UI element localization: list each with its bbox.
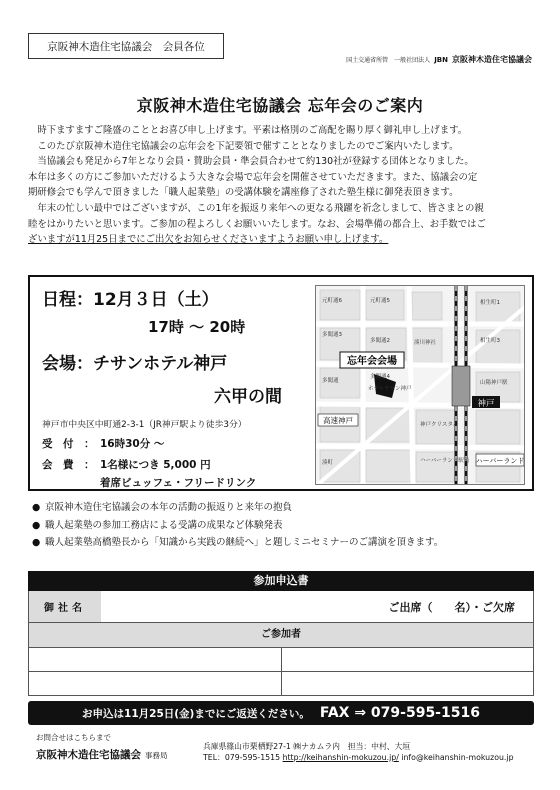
event-date: 日程：12月３日（土）	[42, 290, 219, 310]
event-info-box	[28, 275, 534, 491]
map-label: 湊川神社	[414, 340, 437, 346]
map-label: ハーバーランド駅前	[420, 458, 470, 464]
company-row	[28, 591, 534, 623]
footer-org	[36, 747, 168, 762]
venue-map	[315, 285, 525, 485]
event-time: 17時 ～ 20時	[148, 318, 246, 336]
page-title: 京阪神木造住宅協議会 忘年会のご案内	[136, 96, 424, 115]
participants-label: ご参加者	[28, 623, 534, 648]
intro-deadline-line: ざいますが11月25日までにご出欠をお知らせくださいますようお願い申し上げます。	[28, 234, 389, 246]
event-venue: 会場：チサンホテル神戸	[42, 354, 228, 374]
map-label: 山陽神戸駅	[480, 380, 508, 386]
footer-contact	[36, 732, 168, 762]
intro-line: 年末の忙しい最中ではございますが、この1年を振返り来年への更なる飛躍を祈念しまして、皆さまとの親	[28, 202, 484, 214]
application-form-header: 参加申込書	[28, 571, 534, 591]
map-graphic	[316, 286, 525, 485]
intro-line: 時下ますますご隆盛のこととお喜び申し上げます。平素は格別のご高配を賜り厚く御礼申し上げます。	[28, 125, 468, 136]
map-label: 神戸クリスタル	[420, 422, 459, 428]
fee-detail: 着席ビュッフェ・フリードリンク	[100, 477, 257, 489]
attendance-field[interactable]: ご出席（ 名）・ご欠席	[388, 600, 515, 614]
footer-contact-line	[203, 752, 537, 763]
list-item: ● 職人起業塾高橋塾長から「知識から実践の継続へ」と題しミニセミナーのご講演を頂きます。	[32, 534, 538, 552]
map-label: 多聞通4	[370, 374, 390, 380]
map-label: 多聞通3	[322, 332, 342, 338]
company-label: 御社名	[29, 591, 101, 622]
footer-office: 事務局	[145, 751, 168, 760]
recipient-box: 京阪神木造住宅協議会 会員各位	[28, 33, 224, 59]
participants-grid[interactable]	[28, 648, 534, 696]
map-label: ハーバーランド	[475, 457, 525, 465]
header-org-name: 京阪神木造住宅協議会	[452, 55, 532, 64]
footer-org-name: 京阪神木造住宅協議会	[36, 749, 141, 761]
map-label: 多聞通	[322, 378, 339, 384]
footer-address: 兵庫県篠山市栗栖野27-1 ㈱ナカムラ内 担当：中村、大垣	[203, 742, 411, 751]
fax-number: FAX ⇒ 079-595-1516	[319, 705, 480, 721]
fee-label: 会 費 ：	[42, 459, 95, 471]
reception-label: 受 付 ：	[42, 438, 95, 450]
deadline-text: お申込は11月25日(金)までにご返送ください。	[82, 707, 310, 720]
list-item: ● 職人起業塾の参加工務店による受講の成果など体験発表	[32, 517, 538, 535]
grid-divider	[29, 671, 533, 672]
intro-line: このたび京阪神木造住宅協議会の忘年会を下記要領で催すこととなりましたのでご案内いたします。	[28, 140, 459, 152]
list-item: ● 京阪神木造住宅協議会の本年の活動の振返りと来年の抱負	[32, 499, 538, 517]
intro-line: 睦をはかりたいと思います。ご参加の程よろしくお願いいたします。なお、会場準備の都合上、お手数ではご	[28, 218, 486, 230]
map-label: ホテルチサン神戸	[368, 386, 412, 392]
registration-text: 国土交通省所管 一般社団法人	[346, 57, 431, 64]
map-venue-label: 忘年会会場	[347, 356, 397, 367]
fee-value: 1名様につき 5,000 円	[100, 459, 211, 471]
venue-address: 神戸市中央区中町通2-3-1（JR神戸駅より徒歩3分）	[42, 420, 247, 430]
map-label: 元町通6	[322, 298, 342, 304]
fee-row	[42, 457, 302, 472]
event-venue-room: 六甲の間	[214, 387, 282, 407]
event-details	[42, 285, 302, 490]
intro-text	[28, 123, 534, 248]
program-list	[32, 499, 538, 552]
footer-address-block	[203, 741, 537, 763]
map-label: 多聞通2	[370, 338, 390, 344]
map-label: 湊町	[322, 460, 334, 466]
map-label: 相生町3	[480, 338, 500, 344]
intro-line: 当協議会も発足から7年となり会員・賛助会員・準会員合わせて約130社が登録する団体となりました。	[28, 156, 474, 168]
footer-tel: TEL：079-595-1515	[203, 753, 281, 762]
station-platform	[452, 366, 470, 406]
reception-value: 16時30分 ～	[100, 438, 165, 450]
intro-line: 期研修会でも学んで頂きました「職人起業塾」の受講体験を講座修了された塾生様に御発表頂きます。	[28, 187, 459, 199]
footer-url-link[interactable]: http://keihanshin-mokuzou.jp/	[282, 753, 399, 762]
map-station-label: 神戸	[477, 399, 495, 409]
jbn-logo: JBN	[434, 56, 448, 64]
bullet-icon: ●	[32, 502, 41, 513]
fax-bar	[28, 701, 534, 725]
header-organization	[346, 54, 532, 65]
contact-note: お問合せはこちらまで	[36, 733, 111, 742]
bullet-icon: ●	[32, 519, 41, 531]
map-label: 元町通5	[370, 298, 390, 304]
bullet-icon: ●	[32, 537, 41, 549]
intro-line: 本年は多くの方にご参加いただけるよう大きな会場で忘年会を開催させていただきます。また、協議会の定	[28, 171, 478, 183]
reception-row	[42, 436, 302, 451]
map-label: 高速神戸	[323, 416, 353, 425]
footer-email[interactable]: info@keihanshin-mokuzou.jp	[401, 753, 514, 762]
map-label: 相生町1	[480, 300, 500, 306]
